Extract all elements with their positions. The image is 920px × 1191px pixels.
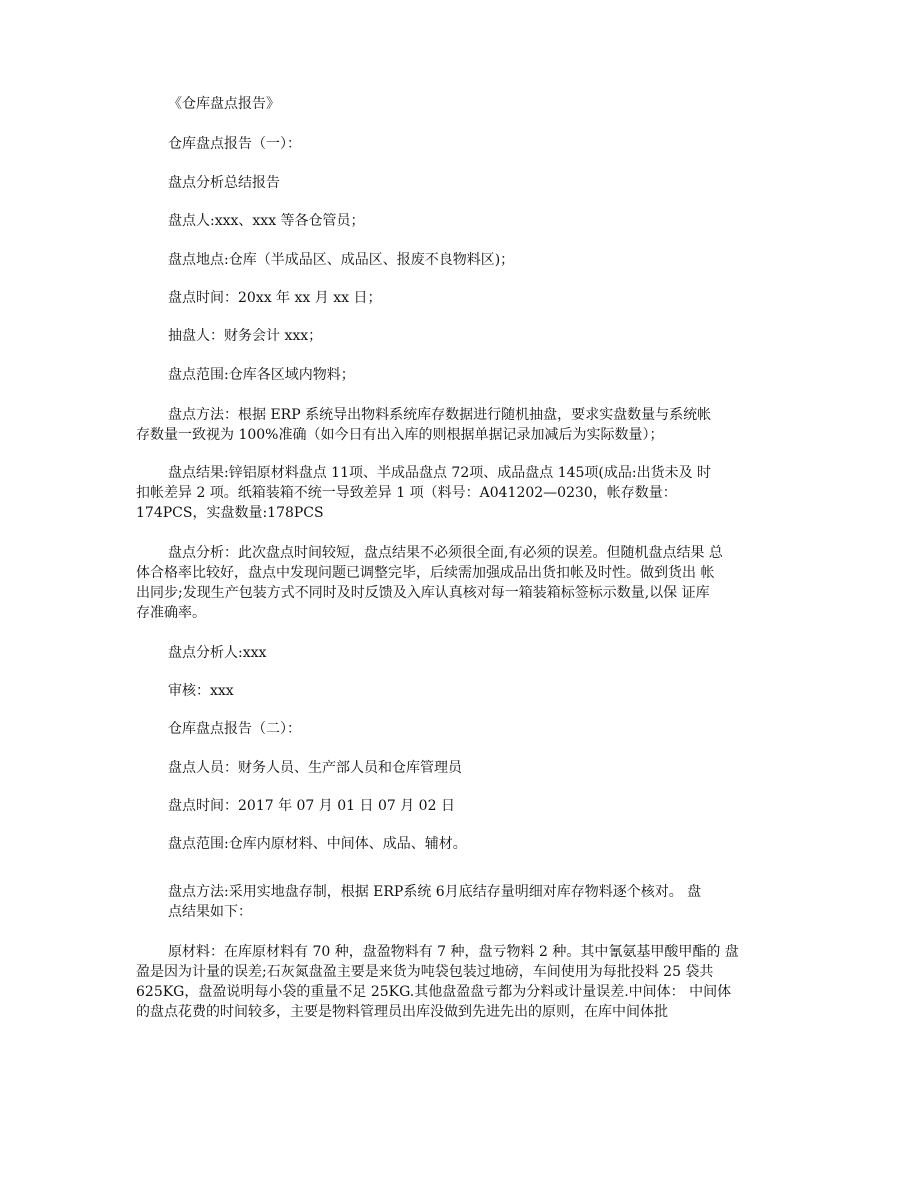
result-line-2: 扣帐差异 2 项。纸箱装箱不统一导致差异 1 项（料号：A041202—0230，帐存数量： (136, 485, 677, 501)
report1-heading: 仓库盘点报告（一）： (168, 136, 301, 152)
method-line-1: 盘点方法：根据 ERP 系统导出物料系统库存数据进行随机抽盘，要求实盘数量与系统帐 (168, 407, 712, 423)
sampler-line: 抽盘人：财务会计 xxx； (168, 328, 323, 344)
reviewer-line: 审核：xxx (168, 683, 234, 699)
raw-materials-line-3: 625KG，盘盈说明每小袋的重量不足 25KG.其他盘盈盘亏都为分料或计量误差.中间体： 中间体 (136, 984, 732, 1000)
method-paragraph (136, 405, 786, 445)
doc-title: 《仓库盘点报告》 (168, 96, 280, 112)
analysis-line-2: 体合格率比较好，盘点中发现问题已调整完毕，后续需加强成品出货扣帐及时性。做到货出 帐 (136, 565, 715, 581)
method2-line-2: 点结果如下： (168, 904, 252, 920)
time-line: 盘点时间：20xx 年 xx 月 xx 日； (168, 290, 382, 306)
analysis-line-1: 盘点分析：此次盘点时间较短，盘点结果不必须很全面,有必须的误差。但随机盘点结果 总 (168, 545, 723, 561)
location-line: 盘点地点:仓库（半成品区、成品区、报废不良物料区)； (168, 252, 515, 268)
scope2-line: 盘点范围:仓库内原材料、中间体、成品、辅材。 (168, 836, 467, 852)
time2-line: 盘点时间：2017 年 07 月 01 日 07 月 02 日 (168, 798, 455, 814)
report2-heading: 仓库盘点报告（二）： (168, 721, 301, 737)
summary-heading: 盘点分析总结报告 (168, 175, 280, 191)
result-line-3: 174PCS，实盘数量:178PCS (136, 505, 324, 521)
personnel-line: 盘点人员：财务人员、生产部人员和仓库管理员 (168, 760, 462, 776)
method2-paragraph (168, 882, 788, 922)
analyst-line: 盘点分析人:xxx (168, 645, 267, 661)
result-line-1: 盘点结果:锌铝原材料盘点 11项、半成品盘点 72项、成品盘点 145项(成品:出货未及 时 (168, 465, 712, 481)
analysis-line-4: 存准确率。 (136, 605, 206, 621)
method-line-2: 存数量一致视为 100%准确（如今日有出入库的则根据单据记录加减后为实际数量）； (136, 427, 664, 443)
raw-materials-line-1: 原材料：在库原材料有 70 种，盘盈物料有 7 种，盘亏物料 2 种。其中氰氨基甲酸甲酯的 盘 (168, 944, 739, 960)
raw-materials-paragraph (136, 942, 786, 1022)
method2-line-1: 盘点方法:采用实地盘存制，根据 ERP系统 6月底结存量明细对库存物料逐个核对。 盘 (168, 884, 702, 900)
result-paragraph (136, 463, 786, 523)
raw-materials-line-4: 的盘点花费的时间较多，主要是物料管理员出库没做到先进先出的原则，在库中间体批 (136, 1004, 668, 1020)
raw-materials-line-2: 盈是因为计量的误差;石灰氮盘盈主要是来货为吨袋包装过地磅，车间使用为每批投料 25 袋共 (136, 964, 714, 980)
counters-line: 盘点人:xxx、xxx 等各仓管员； (168, 213, 365, 229)
analysis-paragraph (136, 543, 786, 623)
analysis-line-3: 出同步;发现生产包装方式不同时及时反馈及入库认真核对每一箱装箱标签标示数量,以保 证库 (136, 585, 710, 601)
scope-line: 盘点范围:仓库各区域内物料； (168, 367, 355, 383)
